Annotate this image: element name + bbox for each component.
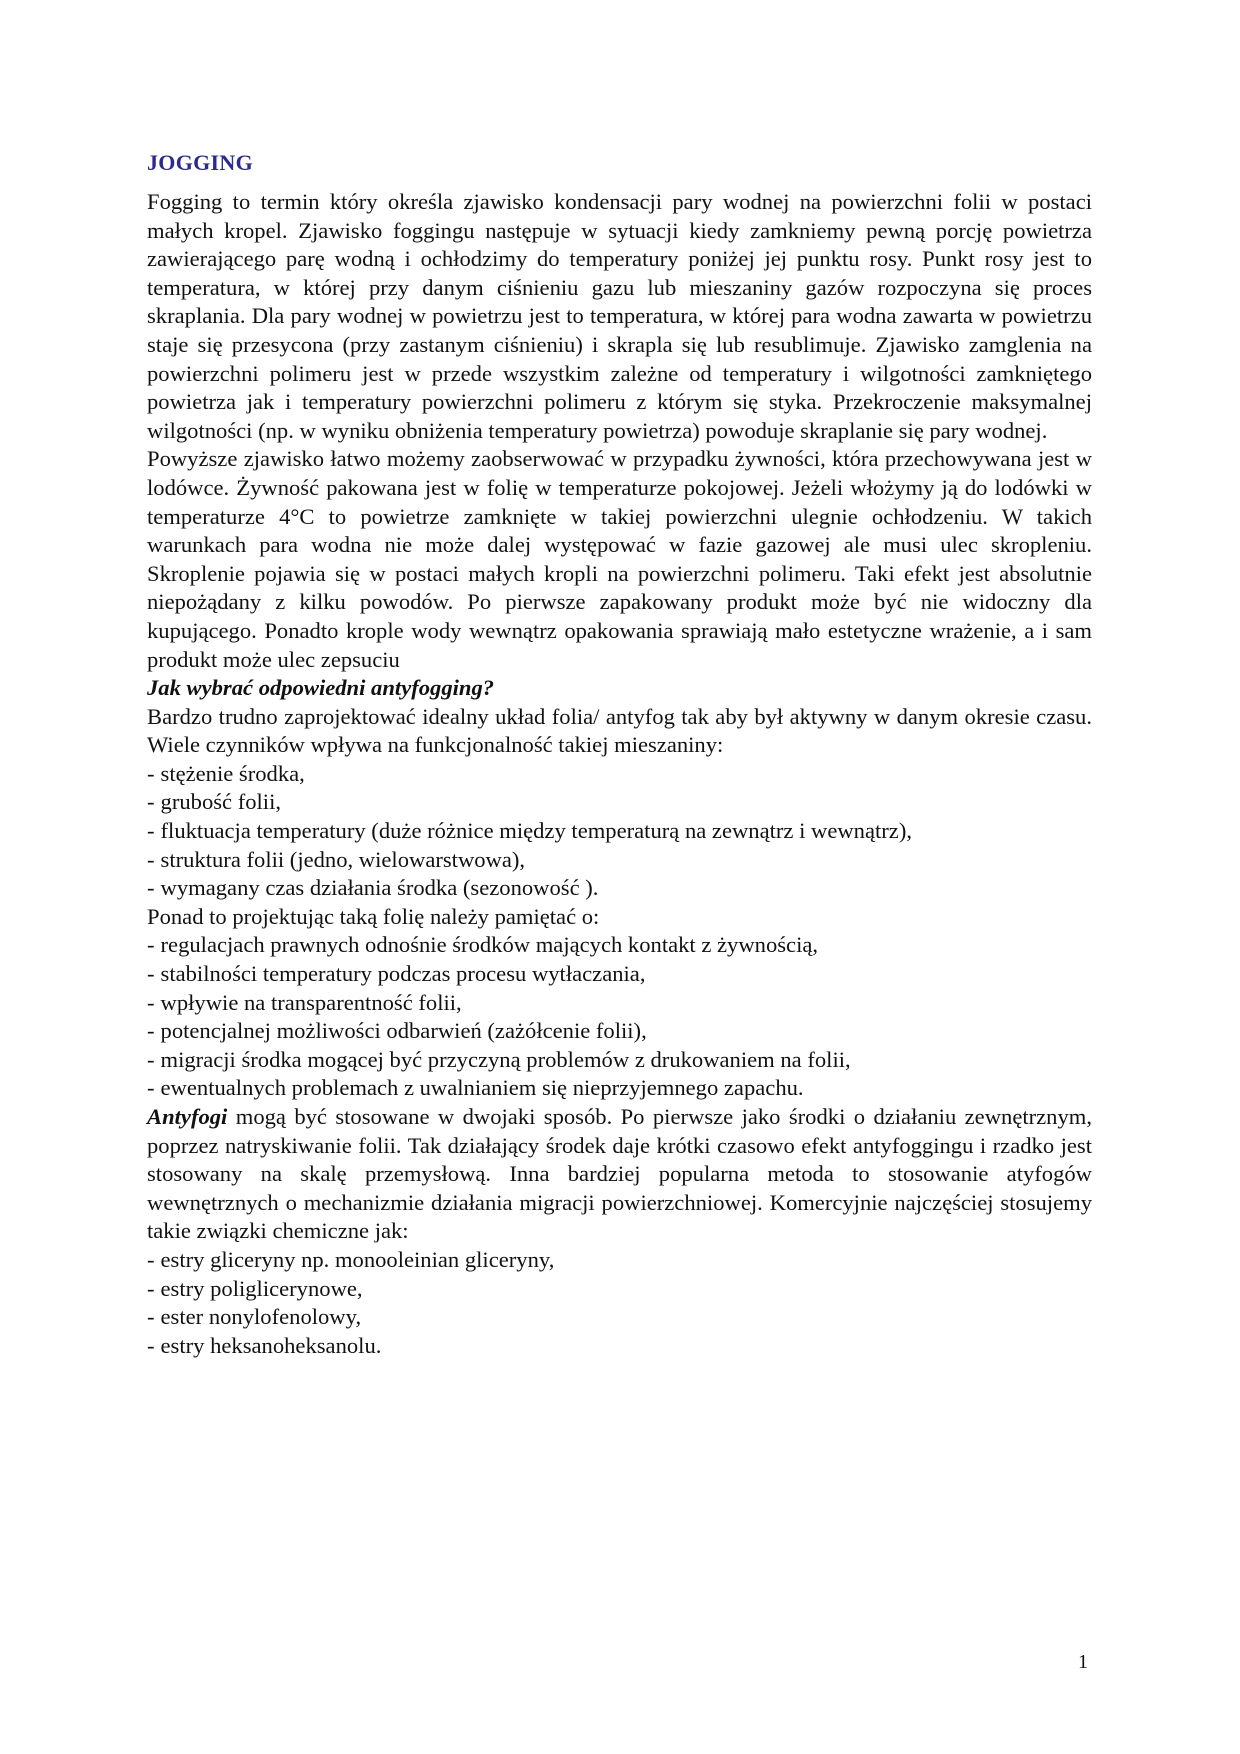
list-item-text: ewentualnych problemach z uwalnianiem się nieprzyjemnego zapachu. — [160, 1075, 804, 1101]
dash-bullet: - — [147, 1075, 155, 1101]
dash-bullet: - — [147, 789, 155, 815]
list-item — [147, 1275, 1092, 1304]
paragraph-design-considerations: Ponad to projektując taką folię należy pamiętać o: — [147, 903, 600, 929]
paragraph-antifog-usage — [147, 1103, 1092, 1246]
paragraph-fogging-definition: Fogging to termin który określa zjawisko kondensacji pary wodnej na powierzchni folii w postaci małych kropel. Zjawisko foggingu następuje w sytuacji kiedy zamkniemy pewną porcję powietrza zawierającego parę wodną i ochłodzimy do temperatury poniżej jej punktu rosy. Punkt rosy jest to temperatura, w której przy danym ciśnieniu gazu lub mieszaniny gazów rozpoczyna się proces skraplania. Dla pary wodnej w powietrzu jest to temperatura, w której para wodna zawarta w powietrzu staje się przesycona (przy zastanym ciśnieniu) i skrapla się lub resublimuje. Zjawisko zamglenia na powierzchni polimeru jest w przede wszystkim zależne od temperatury i wilgotności zamkniętego powietrza jak i temperatury powierzchni polimeru z którym się styka. Przekroczenie maksymalnej wilgotności (np. w wyniku obniżenia temperatury powietrza) powoduje skraplanie się pary wodnej. — [147, 189, 1092, 443]
list-factors — [147, 760, 1092, 903]
dash-bullet: - — [147, 875, 155, 901]
antifog-term: Antyfogi — [147, 1104, 228, 1129]
list-item — [147, 1246, 1092, 1275]
list-item-text: wpływie na transparentność folii, — [160, 989, 462, 1015]
dash-bullet: - — [147, 1304, 155, 1330]
dash-bullet: - — [147, 932, 155, 958]
list-item — [147, 760, 1092, 789]
list-item-text: potencjalnej możliwości odbarwień (zażółcenie folii), — [160, 1018, 647, 1044]
list-item-text: struktura folii (jedno, wielowarstwowa), — [160, 846, 526, 872]
list-considerations — [147, 931, 1092, 1103]
dash-bullet: - — [147, 989, 155, 1015]
list-item — [147, 1074, 1092, 1103]
paragraph-fridge-example: Powyższe zjawisko łatwo możemy zaobserwować w przypadku żywności, która przechowywana jest w lodówce. Żywność pakowana jest w folię w temperaturze pokojowej. Jeżeli włożymy ją do lodówki w temperaturze 4°C to powietrze zamknięte w takiej powierzchni ulegnie ochłodzeniu. W takich warunkach para wodna nie może dalej występować w fazie gazowej ale musi ulec skropleniu. Skroplenie pojawia się w postaci małych kropli na powierzchni polimeru. Taki efekt jest absolutnie niepożądany z kilku powodów. Po pierwsze zapakowany produkt może być nie widoczny dla kupującego. Ponadto krople wody wewnątrz opakowania sprawiają mało estetyczne wrażenie, a i sam produkt może ulec zepsuciu — [147, 446, 1092, 672]
subheading-choosing-antifog: Jak wybrać odpowiedni antyfogging? — [147, 675, 495, 701]
list-item-text: stężenie środka, — [160, 760, 305, 786]
list-item-text: grubość folii, — [160, 789, 282, 815]
dash-bullet: - — [147, 846, 155, 872]
list-item-text: estry heksanoheksanolu. — [160, 1332, 382, 1358]
list-item — [147, 846, 1092, 875]
list-item — [147, 874, 1092, 903]
dash-bullet: - — [147, 1246, 155, 1272]
list-item — [147, 788, 1092, 817]
document-title: JOGGING — [147, 150, 253, 175]
list-item-text: migracji środka mogącej być przyczyną problemów z drukowaniem na folii, — [160, 1046, 851, 1072]
document-page — [147, 148, 1092, 1360]
list-item — [147, 989, 1092, 1018]
list-item — [147, 1017, 1092, 1046]
dash-bullet: - — [147, 1046, 155, 1072]
dash-bullet: - — [147, 961, 155, 987]
list-item — [147, 1303, 1092, 1332]
dash-bullet: - — [147, 1018, 155, 1044]
paragraph-design-difficulty: Bardzo trudno zaprojektować idealny układ folia/ antyfog tak aby był aktywny w danym okresie czasu. Wiele czynników wpływa na funkcjonalność takiej mieszaniny: — [147, 703, 1092, 758]
list-item-text: ester nonylofenolowy, — [160, 1304, 362, 1330]
antifog-usage-text: mogą być stosowane w dwojaki sposób. Po pierwsze jako środki o działaniu zewnętrznym, poprzez natryskiwanie folii. Tak działający środek daje krótki czasowo efekt antyfoggingu i rzadko jest stosowany na skalę przemysłową. Inna bardziej popularna metoda to stosowanie atyfogów wewnętrznych o mechanizmie działania migracji powierzchniowej. Komercyjnie najczęściej stosujemy takie związki chemiczne jak: — [147, 1104, 1092, 1244]
list-compounds — [147, 1246, 1092, 1360]
list-item-text: estry poliglicerynowe, — [160, 1275, 363, 1301]
list-item — [147, 1332, 1092, 1361]
page-number: 1 — [1078, 1651, 1088, 1673]
dash-bullet: - — [147, 1275, 155, 1301]
list-item — [147, 1046, 1092, 1075]
list-item-text: wymagany czas działania środka (sezonowość ). — [160, 875, 599, 901]
list-item — [147, 960, 1092, 989]
list-item-text: fluktuacja temperatury (duże różnice między temperaturą na zewnątrz i wewnątrz), — [160, 818, 913, 844]
dash-bullet: - — [147, 760, 155, 786]
list-item — [147, 931, 1092, 960]
list-item-text: stabilności temperatury podczas procesu wytłaczania, — [160, 961, 646, 987]
list-item-text: regulacjach prawnych odnośnie środków mających kontakt z żywnością, — [160, 932, 819, 958]
dash-bullet: - — [147, 818, 155, 844]
list-item — [147, 817, 1092, 846]
dash-bullet: - — [147, 1332, 155, 1358]
list-item-text: estry gliceryny np. monooleinian gliceryny, — [160, 1246, 555, 1272]
